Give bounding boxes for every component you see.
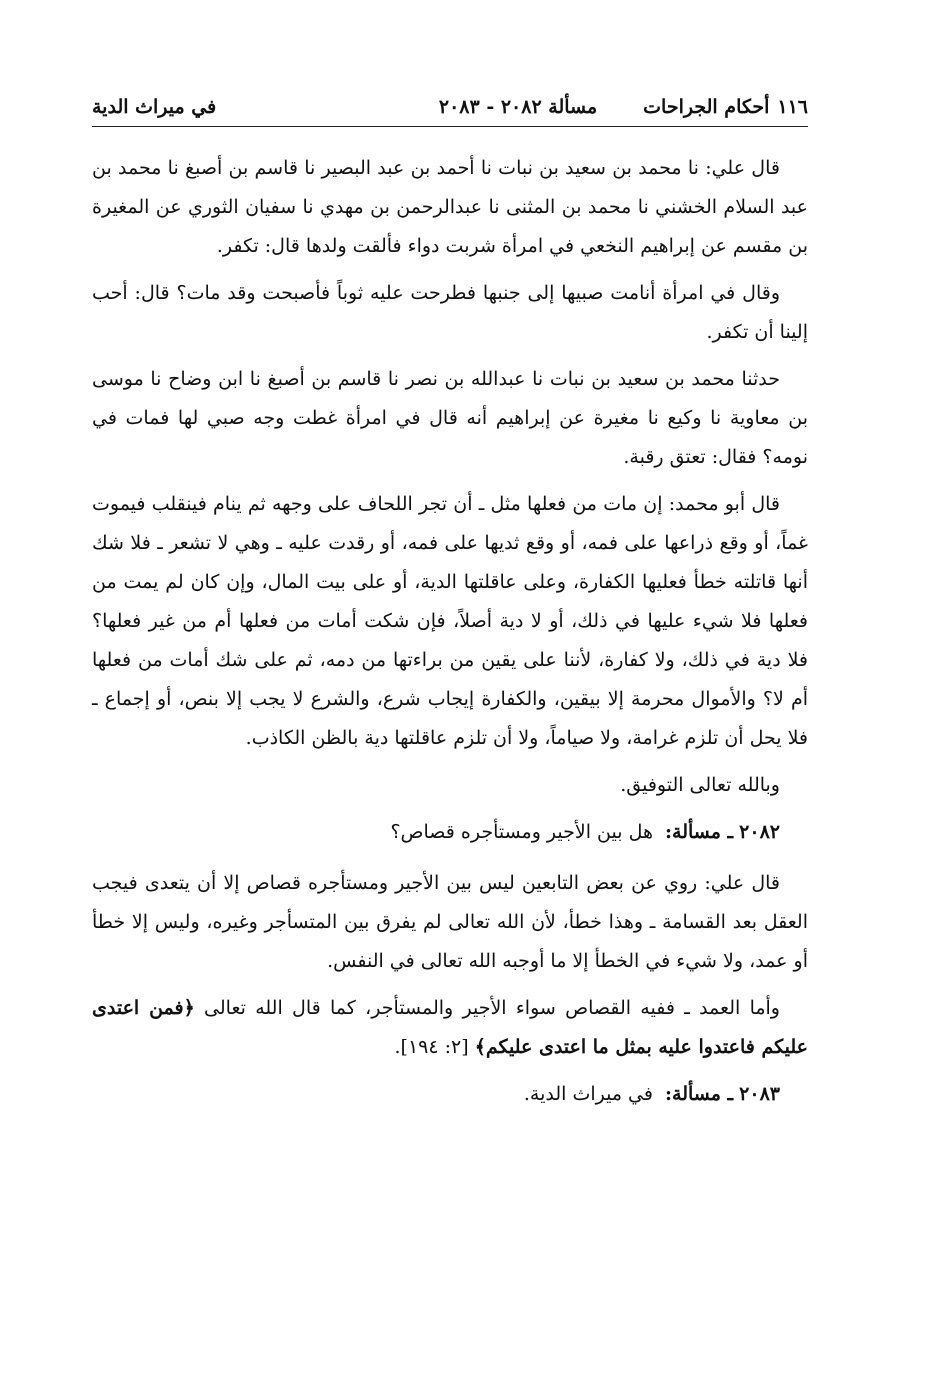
book-page — [92, 96, 808, 1126]
paragraph-3: حدثنا محمد بن سعيد بن نبات نا عبدالله بن نصر نا قاسم بن أصبغ نا ابن وضاح نا موسى بن معاوية نا وكيع نا مغيرة عن إبراهيم أنه قال في امرأة غطت وجه صبي لها فمات في نومه؟ فقال: تعتق رقبة. — [92, 368, 808, 468]
issue-text: في ميراث الدية. — [523, 1083, 653, 1105]
book-title: أحكام الجراحات — [643, 96, 770, 118]
issue-heading-2082 — [92, 813, 808, 852]
section-title: في ميراث الدية — [92, 96, 217, 118]
issue-range: مسألة ٢٠٨٢ - ٢٠٨٣ — [438, 96, 598, 118]
paragraph-1: قال علي: نا محمد بن سعيد بن نبات نا أحمد بن عبد البصير نا قاسم بن أصبغ نا محمد بن عبد السلام الخشني نا محمد بن المثنى نا عبدالرحمن بن مهدي نا سفيان الثوري عن المغيرة بن مقسم عن إبراهيم النخعي في امرأة شربت دواء فألقت ولدها قال: تكفر. — [92, 157, 808, 257]
running-header — [92, 96, 808, 127]
paragraph-2082-1: قال علي: روي عن بعض التابعين ليس بين الأجير ومستأجره قصاص إلا أن يتعدى فيجب العقل بعد القسامة ـ وهذا خطأ، لأن الله تعالى لم يفرق بين المتسأجر وغيره، وليس إلا خطأ أو عمد، ولا شيء في الخطأ إلا ما أوجبه الله تعالى في النفس. — [92, 872, 808, 972]
page-number: ١١٦ — [777, 96, 808, 118]
issue-number: ٢٠٨٣ — [739, 1083, 780, 1105]
issue-label: ـ مسألة: — [665, 1083, 734, 1105]
paragraph-quran — [92, 989, 808, 1067]
issue-label: ـ مسألة: — [665, 821, 734, 843]
quran-reference: [٢: ١٩٤]. — [394, 1036, 469, 1058]
paragraph-5: وبالله تعالى التوفيق. — [620, 774, 780, 796]
header-title-pair — [643, 96, 808, 118]
paragraph-4: قال أبو محمد: إن مات من فعلها مثل ـ أن تجر اللحاف على وجهه ثم ينام فينقلب فيموت غماً، أو وقع ذراعها على فمه، أو وقع ثديها على فمه، أو رقدت عليه ـ وهي لا تشعر ـ فلا شك أنها قاتلته خطأ فعليها الكفارة، وعلى عاقلتها الدية، أو على بيت المال، وإن كان لم يمت من فعلها فلا شيء عليها في ذلك، أو لا دية أصلاً، فإن شكت أمات من فعلها أم من غير فعلها؟ فلا دية في ذلك، ولا كفارة، لأننا على يقين من براءتها من دمه، ثم على شك أمات من فعلها أم لا؟ والأموال محرمة إلا بيقين، والكفارة إيجاب شرع، والشرع لا يجب إلا بنص، أو إجماع ـ فلا يحل أن تلزم غرامة، ولا صياماً، ولا أن تلزم عاقلتها دية بالظن الكاذب. — [92, 493, 808, 749]
issue-text: هل بين الأجير ومستأجره قصاص؟ — [390, 821, 653, 843]
quran-verse: ﴿فمن اعتدى عليكم فاعتدوا عليه بمثل ما اعتدى عليكم﴾ — [92, 997, 808, 1058]
issue-heading-2083 — [92, 1075, 808, 1114]
quran-lead-text: وأما العمد ـ ففيه القصاص سواء الأجير والمستأجر، كما قال الله تعالى — [204, 997, 780, 1019]
header-right-group — [439, 96, 808, 118]
paragraph-2: وقال في امرأة أنامت صبيها إلى جنبها فطرحت عليه ثوباً فأصبحت وقد مات؟ قال: أحب إلينا أن تكفر. — [92, 282, 808, 343]
issue-number: ٢٠٨٢ — [739, 821, 780, 843]
